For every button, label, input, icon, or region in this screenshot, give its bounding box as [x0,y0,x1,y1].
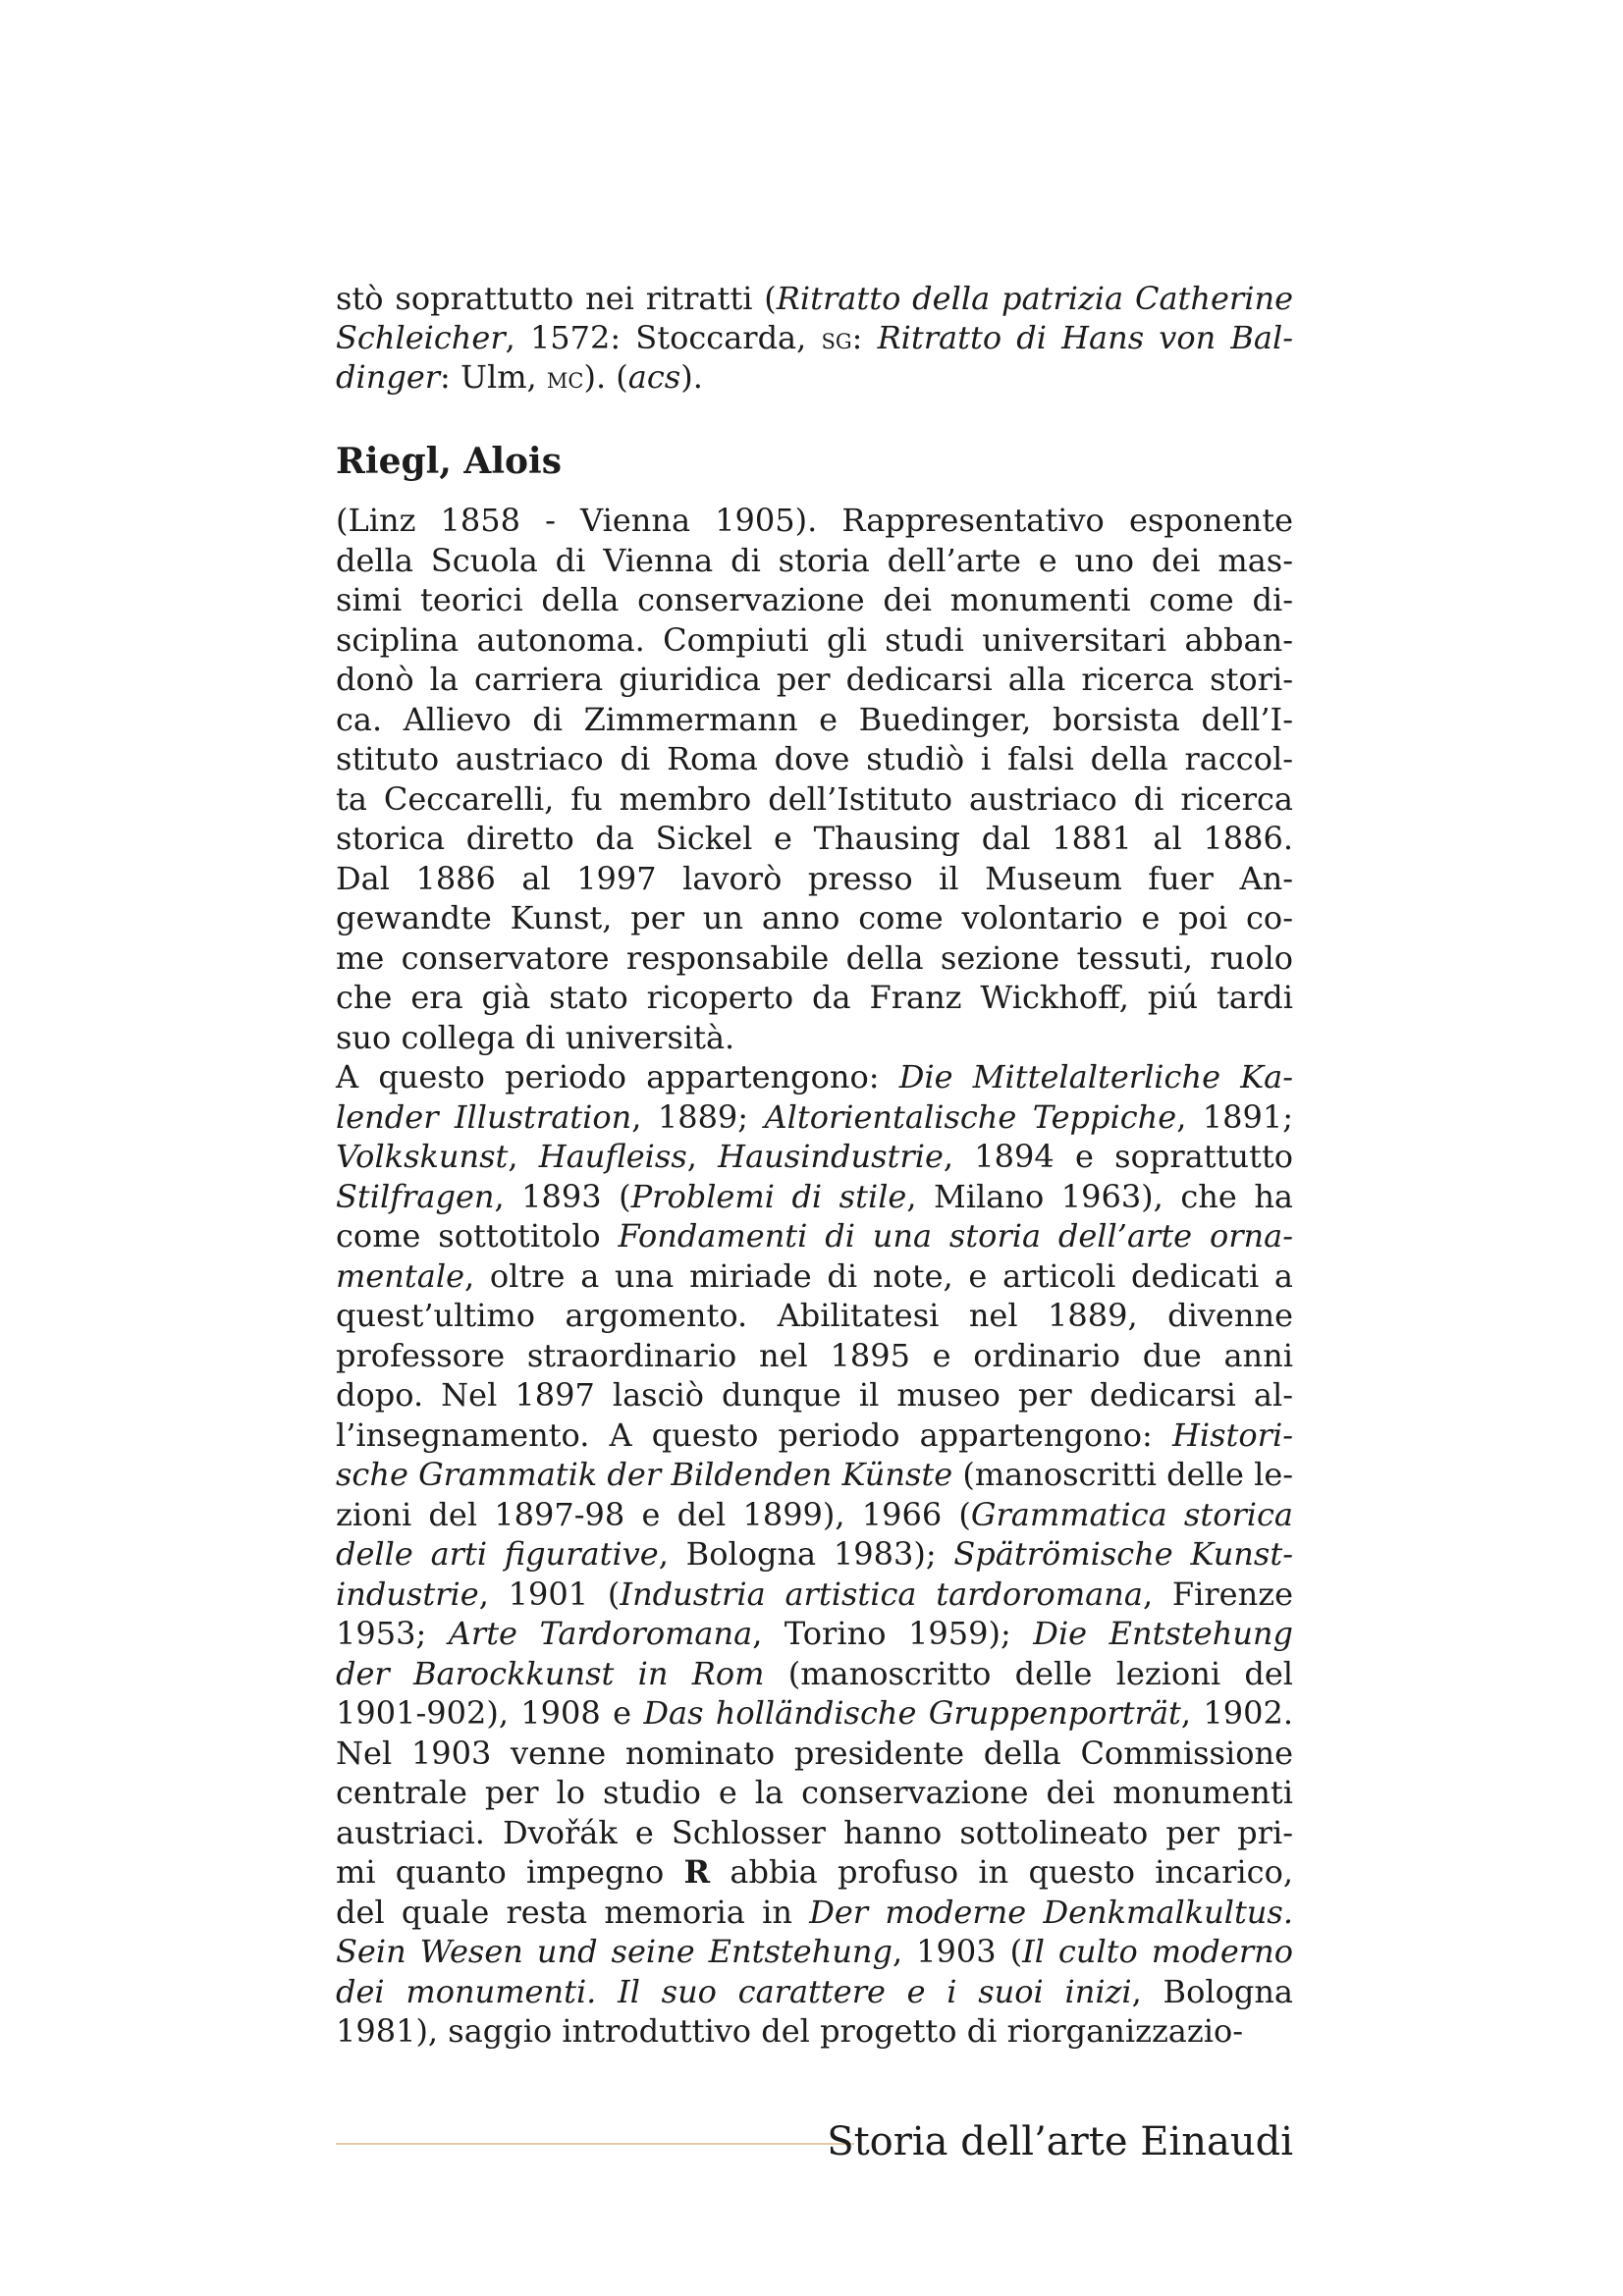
text-run: ta Ceccarelli, fu membro dell’Istituto austriaco di ricerca [336,779,1293,818]
text-run: 1901-902), 1908 e [336,1694,644,1732]
text-run: Volkskunst [336,1138,509,1175]
text-run: Histori- [1171,1415,1293,1454]
text-run: donò la carriera giuridica per dedicarsi alla ricerca stori- [336,661,1293,698]
text-run: austriaci. Dvořák e Schlosser hanno sottolineato per pri- [336,1813,1293,1851]
text-line [336,1693,1293,1733]
text-run: mi quanto impegno [336,1853,684,1891]
text-run: stò soprattutto nei ritratti ( [336,280,777,317]
text-line [336,2011,1293,2051]
text-line [336,1534,1293,1574]
text-line [336,700,1293,739]
text-line [336,1575,1293,1614]
text-line [336,859,1293,898]
text-line [336,938,1293,978]
text-line [336,541,1293,580]
text-line [336,1415,1293,1455]
text-run: (Linz 1858 - Vienna 1905). Rappresentativo esponente [336,502,1293,539]
text-run: che era già stato ricoperto da Franz Wickhoff, piú tardi [336,979,1293,1016]
text-line [336,318,1293,357]
text-run: della Scuola di Vienna di storia dell’arte e uno dei mas- [336,541,1293,579]
text-line [336,1813,1293,1852]
text-line [336,1773,1293,1812]
footer-rule [336,2143,854,2145]
text-run: stituto austriaco di Roma dove studiò i falsi della raccol- [336,740,1293,777]
text-line [336,739,1293,778]
text-run: Spätrömische Kunst- [953,1535,1294,1573]
text-run: zioni del 1897-98 e del 1899), 1966 ( [336,1495,971,1533]
text-run: come sottotitolo [336,1217,619,1255]
text-line [336,819,1293,858]
text-run: l’insegnamento. A questo periodo appartengono: [336,1415,1172,1454]
text-run: Die Mittelalterliche Ka- [898,1058,1294,1095]
text-run: industrie [336,1575,479,1613]
text-run: , 1891; [1176,1097,1294,1136]
text-run: Das holländische Gruppenporträt [643,1694,1181,1732]
text-line [336,1018,1293,1057]
text-run: der Barockkunst in Rom [336,1654,765,1692]
text-run: simi teorici della conservazione dei monumenti come di- [336,581,1293,618]
text-run: Schleicher [336,319,506,356]
text-run: ). ( [583,358,628,396]
text-run: Fondamenti di una storia dell’arte orna- [618,1217,1293,1255]
text-run: , Milano 1963), che ha [906,1177,1293,1215]
text-run: Arte Tardoromana [448,1615,753,1652]
text-line [336,1893,1293,1932]
text-run: , Firenze [1142,1575,1294,1613]
text-run: abbia profuso in questo incarico, [710,1853,1294,1891]
text-run: Hausindustrie [718,1138,944,1175]
text-run: (manoscritto delle lezioni del [764,1654,1294,1692]
text-run: ca. Allievo di Zimmermann e Buedinger, borsista dell’I- [336,700,1293,738]
text-run: Problemi di stile [630,1177,907,1215]
text-run: Ritratto di Hans von Bal- [877,319,1294,356]
text-line [336,1375,1293,1415]
text-run: dopo. Nel 1897 lasciò dunque il museo per dedicarsi al- [336,1376,1293,1414]
text-run: dei monumenti. Il suo carattere e i suoi inizi [336,1972,1132,2010]
text-run: Stilfragen [336,1177,495,1215]
text-run: delle arti figurative [336,1535,659,1573]
text-line [336,1852,1293,1892]
text-run: professore straordinario nel 1895 e ordinario due anni [336,1336,1293,1374]
text-line [336,1097,1293,1137]
text-run: storica diretto da Sickel e Thausing dal 1881 al 1886. [336,820,1293,857]
text-line [336,1057,1293,1096]
text-run: gewandte Kunst, per un anno come volontario e poi co- [336,899,1293,936]
text-run: quest’ultimo argomento. Abilitatesi nel 1889, divenne [336,1297,1293,1334]
text-run: mc [546,361,584,395]
text-line [336,501,1293,540]
text-line [336,1137,1293,1176]
text-run: , Bologna [1131,1972,1294,2010]
text-line [336,1455,1293,1494]
text-line [336,898,1293,937]
text-run: sciplina autonoma. Compiuti gli studi universitari abban- [336,620,1293,659]
text-line [336,357,1293,397]
text-run: 1981), saggio introduttivo del progetto di riorganizzazio- [336,2012,1244,2050]
text-run: , 1572: Stoccarda, [505,319,822,356]
text-run: sg [821,322,852,355]
text-run: centrale per lo studio e la conservazione dei monumenti [336,1774,1293,1811]
text-line [336,1216,1293,1255]
text-run: , [686,1138,719,1175]
text-run: Haufleiss [538,1138,687,1175]
text-run: , Bologna 1983); [658,1535,954,1573]
text-run: , 1889; [631,1097,765,1136]
text-line [336,1256,1293,1296]
text-line [336,1972,1293,2011]
text-line [336,580,1293,619]
text-line [336,978,1293,1017]
text-run: (manoscritti delle le- [952,1456,1294,1493]
text-run: Grammatica storica [970,1495,1294,1533]
text-run: R [683,1853,711,1891]
text-run: del quale resta memoria in [336,1893,810,1931]
text-line [336,1932,1293,1971]
text-line [336,1614,1293,1653]
text-run: , 1901 ( [478,1575,621,1613]
text-line [336,779,1293,819]
text-run: , 1894 e soprattutto [943,1138,1294,1175]
text-run: , 1893 ( [494,1177,631,1215]
text-run: ). [680,358,703,396]
text-run: mentale [336,1256,464,1295]
text-run: , [508,1138,539,1175]
text-run: , 1902. [1180,1694,1294,1732]
text-run: 1953; [336,1615,449,1652]
entry-title: Riegl, Alois [336,441,562,482]
text-run: Der moderne Denkmalkultus. [809,1893,1293,1931]
text-line [336,1495,1293,1534]
text-run: , oltre a una miriade di note, e articoli dedicati a [464,1256,1293,1295]
text-run: Ritratto della patrizia Catherine [776,280,1294,317]
text-run: suo collega di università. [336,1018,735,1056]
text-run: : Ulm, [440,358,547,396]
text-line [336,1336,1293,1375]
text-run: Die Entstehung [1033,1615,1294,1652]
text-line [336,620,1293,660]
text-run: , 1903 ( [893,1933,1023,1970]
text-run: Sein Wesen und seine Entstehung [336,1933,893,1970]
text-run: Dal 1886 al 1997 lavorò presso il Museum fuer An- [336,859,1293,897]
text-run: me conservatore responsabile della sezione tessuti, ruolo [336,938,1293,977]
text-run: Nel 1903 venne nominato presidente della Commissione [336,1734,1293,1772]
text-line [336,1734,1293,1773]
text-run: Il culto moderno [1022,1933,1294,1970]
text-line [336,1654,1293,1693]
text-line [336,279,1293,318]
footer-title: Storia dell’arte Einaudi [827,2119,1293,2164]
text-line [336,1177,1293,1216]
text-run: , Torino 1959); [752,1615,1034,1652]
text-run: Industria artistica tardoromana [620,1575,1143,1613]
text-run: Altorientalische Teppiche [764,1097,1177,1136]
text-run: sche Grammatik der Bildenden Künste [336,1456,953,1493]
text-run: lender Illustration [336,1097,632,1136]
text-run: dinger [336,358,441,396]
text-run: acs [627,358,681,396]
text-line [336,1296,1293,1335]
text-run: : [851,319,878,356]
text-run: A questo periodo appartengono: [336,1058,899,1095]
text-line [336,660,1293,699]
